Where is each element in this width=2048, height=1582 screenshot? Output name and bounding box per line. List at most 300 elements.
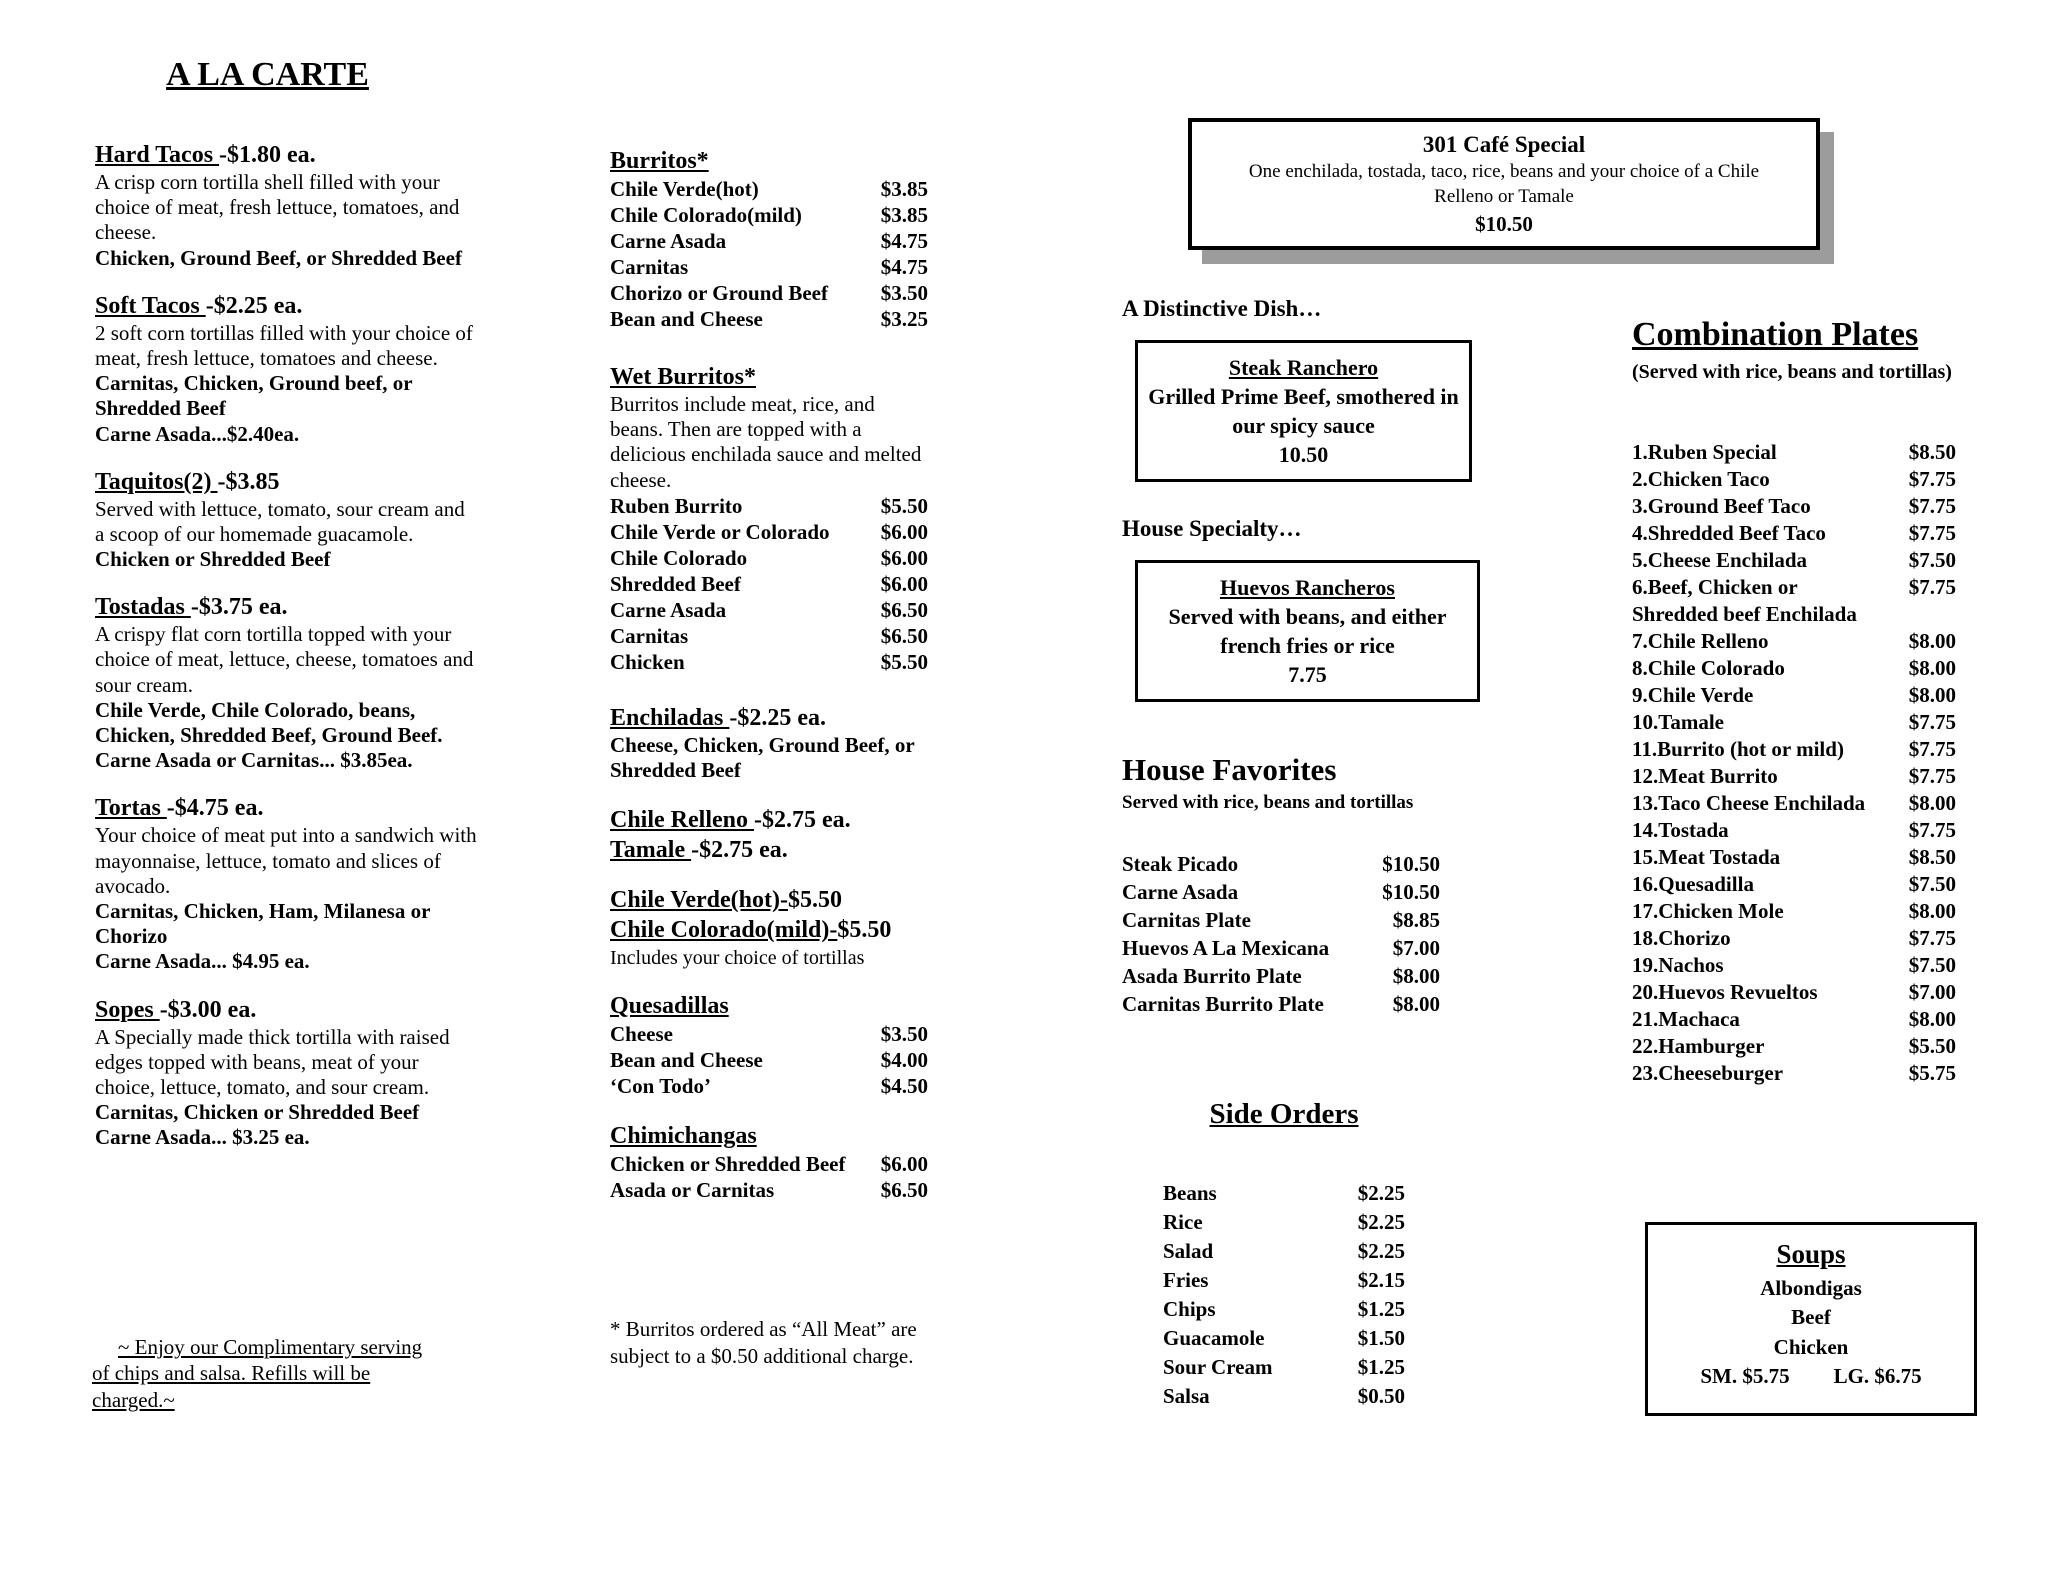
- steak-ranchero-description: Grilled Prime Beef, smothered in our spicy sauce: [1148, 384, 1459, 439]
- item-price: $2.15: [1357, 1268, 1405, 1292]
- quesadillas-section: [610, 991, 928, 1099]
- house-favorites-section: [1122, 752, 1440, 1018]
- chile-colorado-heading: [610, 915, 928, 945]
- menu-item-row: [1122, 934, 1440, 962]
- item-price: $1.50: [1357, 1326, 1405, 1350]
- item-price: $3.50: [880, 281, 928, 305]
- section-description: 2 soft corn tortillas filled with your choice of meat, fresh lettuce, tomatoes and cheese.: [95, 320, 473, 370]
- item-price: $8.00: [1908, 656, 1956, 680]
- item-name: Carnitas: [610, 255, 689, 279]
- item-name: Chile Colorado(mild): [610, 203, 802, 227]
- menu-item-row: [1632, 871, 1956, 898]
- menu-item-row: [1163, 1324, 1405, 1353]
- menu-item-row: [1632, 547, 1956, 574]
- item-price: $2.25: [1357, 1210, 1405, 1234]
- chimichangas-title: Chimichangas: [610, 1123, 757, 1150]
- item-price: $6.00: [880, 1152, 928, 1177]
- item-price: $6.00: [880, 519, 928, 544]
- tamale-heading: [610, 835, 928, 865]
- section-price: -$4.75 ea.: [166, 795, 264, 822]
- quesadillas-items: [610, 1021, 928, 1099]
- section-heading: [95, 140, 477, 170]
- menu-item-row: [610, 228, 928, 254]
- item-name: Carnitas Plate: [1122, 908, 1251, 932]
- item-name: Ruben Burrito: [610, 493, 743, 518]
- burritos-section: [610, 146, 928, 332]
- item-name: Beans: [1163, 1181, 1217, 1205]
- item-name: 23.Cheeseburger: [1632, 1061, 1784, 1085]
- menu-item-row: [610, 254, 928, 280]
- item-price: $7.75: [1908, 737, 1956, 761]
- section-options: Chicken or Shredded Beef: [95, 547, 331, 572]
- menu-item-row: [610, 1073, 928, 1099]
- item-name: Bean and Cheese: [610, 307, 763, 331]
- chips-salsa-footnote: ~ Enjoy our Complimentary serving of chips and salsa. Refills will be charged.~: [92, 1335, 423, 1412]
- section-description: A Specially made thick tortilla with raised edges topped with beans, meat of your choice, lettuce, tomato, and sour cream.: [95, 1024, 450, 1099]
- menu-section: [95, 140, 477, 271]
- item-name: 22.Hamburger: [1632, 1034, 1765, 1058]
- section-options: Chile Verde, Chile Colorado, beans, Chicken, Shredded Beef, Ground Beef.: [95, 697, 443, 747]
- item-price: $5.50: [1908, 1034, 1956, 1058]
- cafe-special-box: [1188, 118, 1820, 250]
- item-name: Steak Picado: [1122, 852, 1239, 876]
- item-price: $7.75: [1908, 521, 1956, 545]
- steak-ranchero-title: Steak Ranchero: [1228, 355, 1379, 380]
- item-name: Chile Verde(hot): [610, 177, 759, 201]
- chimichangas-items: [610, 1151, 928, 1203]
- item-name: Sour Cream: [1163, 1355, 1273, 1379]
- combo-item: [1632, 1006, 1956, 1033]
- cafe-special-price: $10.50: [1475, 211, 1533, 236]
- wet-burritos-heading: [610, 362, 928, 392]
- cafe-special-title: 301 Café Special: [1422, 132, 1586, 157]
- section-name: Tortas: [95, 795, 167, 822]
- section-extra: Carne Asada... $3.25 ea.: [95, 1125, 310, 1150]
- menu-item-row: [1632, 736, 1956, 763]
- item-name: ‘Con Todo’: [610, 1074, 711, 1099]
- combo-item: [1632, 952, 1956, 979]
- item-name: Bean and Cheese: [610, 1048, 763, 1073]
- combo-item: [1632, 736, 1956, 763]
- item-price: $7.75: [1908, 467, 1956, 491]
- item-price: $7.75: [1908, 818, 1956, 842]
- menu-item-row: [610, 493, 928, 519]
- item-price: $5.75: [1908, 1061, 1956, 1085]
- huevos-rancheros-title: Huevos Rancheros: [1220, 575, 1395, 600]
- menu-item-row: [610, 176, 928, 202]
- combo-item: [1632, 655, 1956, 682]
- menu-item-row: [1632, 1060, 1956, 1087]
- soups-varieties: [1648, 1274, 1974, 1362]
- section-name: Soft Tacos: [95, 292, 206, 319]
- combo-item: [1632, 763, 1956, 790]
- item-name: Guacamole: [1163, 1326, 1265, 1350]
- menu-item-row: [1163, 1237, 1405, 1266]
- menu-item-row: [610, 545, 928, 571]
- item-name: Salsa: [1163, 1384, 1210, 1408]
- chile-relleno-heading: [610, 805, 928, 835]
- item-price: $1.25: [1357, 1297, 1405, 1321]
- section-options: Carnitas, Chicken or Shredded Beef: [95, 1100, 420, 1125]
- chimichangas-section: [610, 1121, 928, 1203]
- item-price: $6.50: [880, 623, 928, 648]
- section-heading: [95, 467, 477, 497]
- combo-item: [1632, 817, 1956, 844]
- chile-verde-price: $5.50: [787, 887, 842, 914]
- combo-item: [1632, 493, 1956, 520]
- menu-item-row: [610, 1021, 928, 1047]
- a-la-carte-title: A LA CARTE: [166, 56, 369, 93]
- wet-burritos-description: Burritos include meat, rice, and beans. Then are topped with a delicious enchilada sauce and melted cheese.: [610, 392, 922, 492]
- enchiladas-heading: [610, 703, 928, 733]
- item-name: Fries: [1163, 1268, 1209, 1292]
- menu-item-row: [1632, 709, 1956, 736]
- item-price: $8.00: [1908, 791, 1956, 815]
- section-options: Chicken, Ground Beef, or Shredded Beef: [95, 245, 462, 270]
- item-name: 10.Tamale: [1632, 710, 1724, 734]
- combo-item: [1632, 466, 1956, 493]
- menu-section: [95, 995, 477, 1151]
- house-favorites-subtitle: Served with rice, beans and tortillas: [1122, 792, 1414, 813]
- item-price: $7.50: [1908, 872, 1956, 896]
- menu-item-row: [1122, 850, 1440, 878]
- burritos-heading: [610, 146, 928, 176]
- relleno-tamale-section: [610, 805, 928, 865]
- menu-section: [95, 467, 477, 573]
- menu-item-row: [1632, 1006, 1956, 1033]
- item-price: $7.75: [1908, 926, 1956, 950]
- item-name: 2.Chicken Taco: [1632, 467, 1770, 491]
- item-name: 9.Chile Verde: [1632, 683, 1754, 707]
- section-extra: Carne Asada...$2.40ea.: [95, 421, 300, 446]
- wet-burritos-section: [610, 362, 928, 675]
- item-name: Chile Colorado: [610, 545, 748, 570]
- item-price: $4.00: [880, 1048, 928, 1073]
- section-heading: [95, 995, 477, 1025]
- item-name: 21.Machaca: [1632, 1007, 1740, 1031]
- section-name: Tostadas: [95, 594, 191, 621]
- item-name: Rice: [1163, 1210, 1203, 1234]
- menu-item-row: [1163, 1353, 1405, 1382]
- item-name: Salad: [1163, 1239, 1214, 1263]
- item-price: $4.75: [880, 229, 928, 253]
- menu-section: [95, 592, 477, 773]
- item-name: 16.Quesadilla: [1632, 872, 1754, 896]
- item-price: $8.85: [1392, 908, 1440, 932]
- item-price: $7.00: [1392, 936, 1440, 960]
- menu-item-row: [1632, 844, 1956, 871]
- menu-item-row: [610, 1151, 928, 1177]
- chile-verde-heading: [610, 885, 928, 915]
- section-extra: Carne Asada or Carnitas... $3.85ea.: [95, 748, 413, 773]
- item-name: 4.Shredded Beef Taco: [1632, 521, 1826, 545]
- item-name: Carne Asada: [1122, 880, 1239, 904]
- section-price: -$3.75 ea.: [190, 594, 288, 621]
- cafe-special-description: One enchilada, tostada, taco, rice, beans and your choice of a Chile Relleno or Tamale: [1248, 161, 1760, 208]
- menu-item-row: [1632, 1033, 1956, 1060]
- section-description: Served with lettuce, tomato, sour cream and a scoop of our homemade guacamole.: [95, 496, 465, 546]
- combo-item: [1632, 1060, 1956, 1087]
- section-name: Hard Tacos: [95, 142, 220, 168]
- huevos-rancheros-description: Served with beans, and either french fries or rice: [1168, 604, 1447, 659]
- item-name: Chicken or Shredded Beef: [610, 1152, 846, 1177]
- section-options: Carnitas, Chicken, Ham, Milanesa or Chorizo: [95, 898, 431, 949]
- item-name: Chicken: [610, 649, 685, 674]
- item-name: Carne Asada: [610, 229, 727, 253]
- menu-item-row: [1632, 817, 1956, 844]
- burritos-title: Burritos*: [610, 148, 709, 174]
- combo-item: [1632, 547, 1956, 574]
- section-price: -$3.00 ea.: [159, 996, 257, 1023]
- item-name: 17.Chicken Mole: [1632, 899, 1784, 923]
- section-price: -$1.80 ea.: [219, 142, 316, 168]
- section-heading: [95, 592, 477, 622]
- item-name: 7.Chile Relleno: [1632, 629, 1769, 653]
- enchiladas-name: Enchiladas: [610, 704, 730, 731]
- section-name: Taquitos(2): [95, 468, 218, 495]
- steak-ranchero-box: [1135, 340, 1472, 482]
- tortilla-note: Includes your choice of tortillas: [610, 947, 865, 970]
- item-price: $2.25: [1357, 1181, 1405, 1205]
- combination-plates-section: [1632, 316, 1956, 1087]
- item-price: $3.85: [880, 203, 928, 227]
- item-name: Chorizo or Ground Beef: [610, 281, 828, 305]
- item-price: $8.00: [1908, 683, 1956, 707]
- item-price: $7.50: [1908, 548, 1956, 572]
- item-price: $8.50: [1908, 440, 1956, 464]
- item-name: 5.Cheese Enchilada: [1632, 548, 1808, 572]
- menu-item-row: [610, 571, 928, 597]
- house-favorites-items: [1122, 850, 1440, 1018]
- item-name: 8.Chile Colorado: [1632, 656, 1785, 680]
- soups-title: Soups: [1776, 1239, 1846, 1269]
- item-name: Asada Burrito Plate: [1122, 964, 1302, 988]
- menu-item-row: [1632, 493, 1956, 520]
- combination-plates-title: Combination Plates: [1632, 316, 1919, 353]
- quesadillas-title: Quesadillas: [610, 993, 729, 1020]
- soups-large-price: LG. $6.75: [1833, 1364, 1922, 1389]
- chile-colorado-name: Chile Colorado(mild)-: [610, 917, 838, 944]
- chile-relleno-name: Chile Relleno: [610, 807, 754, 834]
- wet-burritos-title: Wet Burritos*: [610, 364, 756, 390]
- item-price: $3.50: [880, 1022, 928, 1047]
- item-name: 20.Huevos Revueltos: [1632, 980, 1818, 1004]
- menu-item-row: [1163, 1179, 1405, 1208]
- chile-colorado-price: $5.50: [837, 917, 892, 944]
- chimichangas-heading: [610, 1121, 928, 1151]
- menu-item-row: [1122, 962, 1440, 990]
- combo-item: [1632, 520, 1956, 547]
- quesadillas-heading: [610, 991, 928, 1021]
- steak-ranchero-price: 10.50: [1278, 442, 1329, 468]
- item-price: $8.00: [1908, 1007, 1956, 1031]
- item-name: Asada or Carnitas: [610, 1178, 775, 1203]
- section-description: A crisp corn tortilla shell filled with your choice of meat, fresh lettuce, tomatoes, and cheese.: [95, 170, 460, 245]
- chile-relleno-price: -$2.75 ea.: [754, 807, 851, 834]
- side-orders-title: Side Orders: [1209, 1098, 1359, 1130]
- item-price: $3.25: [880, 307, 928, 331]
- item-price: $10.50: [1382, 852, 1440, 876]
- menu-item-row: [610, 280, 928, 306]
- menu-item-row: [1122, 906, 1440, 934]
- combo-item: [1632, 844, 1956, 871]
- all-meat-footnote: * Burritos ordered as “All Meat” are subject to a $0.50 additional charge.: [610, 1317, 917, 1369]
- combination-plates-subtitle: (Served with rice, beans and tortillas): [1632, 361, 1952, 383]
- item-name: 19.Nachos: [1632, 953, 1724, 977]
- soups-small-price: SM. $5.75: [1700, 1364, 1790, 1389]
- house-specialty-label: House Specialty…: [1122, 516, 1302, 541]
- soup-variety: Beef: [1791, 1305, 1831, 1330]
- distinctive-dish-label: A Distinctive Dish…: [1122, 296, 1322, 321]
- soup-variety: Albondigas: [1760, 1276, 1862, 1300]
- item-price: $6.00: [880, 571, 928, 596]
- menu-item-row: [1163, 1208, 1405, 1237]
- chile-verde-colorado-section: [610, 885, 928, 971]
- item-name: 1.Ruben Special: [1632, 440, 1777, 464]
- menu-item-row: [1632, 628, 1956, 655]
- item-name: Cheese: [610, 1022, 673, 1047]
- item-name: 13.Taco Cheese Enchilada: [1632, 791, 1866, 815]
- item-name: Huevos A La Mexicana: [1122, 936, 1330, 960]
- item-price: $6.50: [880, 597, 928, 622]
- side-orders-section: [1163, 1098, 1405, 1411]
- item-name: Chile Verde or Colorado: [610, 519, 830, 544]
- item-price: $7.75: [1908, 575, 1956, 599]
- combo-item: [1632, 925, 1956, 952]
- menu-item-row: [1163, 1266, 1405, 1295]
- combo-item: [1632, 790, 1956, 817]
- menu-item-row: [1632, 682, 1956, 709]
- menu-item-row: [1632, 574, 1956, 601]
- section-name: Sopes: [95, 996, 160, 1023]
- item-name: Shredded Beef: [610, 571, 741, 596]
- item-name: 3.Ground Beef Taco: [1632, 494, 1811, 518]
- tamale-name: Tamale: [610, 837, 692, 864]
- huevos-rancheros-box: [1135, 560, 1480, 702]
- menu-item-row: [610, 623, 928, 649]
- section-heading: [95, 793, 477, 823]
- menu-item-row: [1632, 763, 1956, 790]
- enchiladas-options: Cheese, Chicken, Ground Beef, or Shredded Beef: [610, 732, 915, 782]
- house-favorites-title: House Favorites: [1122, 752, 1337, 787]
- soups-box: [1645, 1222, 1977, 1416]
- section-price: -$2.25 ea.: [205, 292, 303, 319]
- combo-item: [1632, 709, 1956, 736]
- item-price: $8.00: [1908, 629, 1956, 653]
- item-price: $4.50: [880, 1074, 928, 1099]
- item-price: $8.00: [1392, 964, 1440, 988]
- menu-item-row: [610, 202, 928, 228]
- combo-item: [1632, 628, 1956, 655]
- item-price: $0.50: [1357, 1384, 1405, 1408]
- item-name: 15.Meat Tostada: [1632, 845, 1781, 869]
- item-price: $10.50: [1382, 880, 1440, 904]
- item-price: $7.75: [1908, 494, 1956, 518]
- item-price: $7.75: [1908, 764, 1956, 788]
- section-heading: [95, 291, 477, 321]
- item-price: $7.00: [1908, 980, 1956, 1004]
- combo-item: [1632, 979, 1956, 1006]
- item-name: Carnitas: [610, 623, 689, 648]
- menu-section: [95, 291, 477, 447]
- item-price: $2.25: [1357, 1239, 1405, 1263]
- item-price: $7.75: [1908, 710, 1956, 734]
- item-name: 12.Meat Burrito: [1632, 764, 1778, 788]
- combo-item: [1632, 1033, 1956, 1060]
- menu-item-row: [1632, 466, 1956, 493]
- item-name: 6.Beef, Chicken or: [1632, 575, 1798, 599]
- combo-item: [1632, 871, 1956, 898]
- menu-item-row: [1122, 878, 1440, 906]
- menu-item-row: [1632, 952, 1956, 979]
- item-price: $5.50: [880, 493, 928, 518]
- item-price: $8.00: [1392, 992, 1440, 1016]
- menu-section: [95, 793, 477, 974]
- menu-item-row: [610, 649, 928, 675]
- tamale-price: -$2.75 ea.: [691, 837, 788, 864]
- menu-item-row: [1632, 979, 1956, 1006]
- item-name-line2: Shredded beef Enchilada: [1632, 602, 1857, 626]
- column-burritos: [610, 146, 928, 1231]
- item-name: 11.Burrito (hot or mild): [1632, 737, 1844, 761]
- combo-item: [1632, 439, 1956, 466]
- chile-verde-name: Chile Verde(hot)-: [610, 887, 788, 914]
- item-price: $7.50: [1908, 953, 1956, 977]
- item-name: 14.Tostada: [1632, 818, 1729, 842]
- item-name: 18.Chorizo: [1632, 926, 1731, 950]
- section-extra: Carne Asada... $4.95 ea.: [95, 949, 310, 974]
- item-price: $3.85: [880, 177, 928, 201]
- menu-item-row: [610, 1177, 928, 1203]
- item-price: $4.75: [880, 255, 928, 279]
- menu-item-row: [610, 1047, 928, 1073]
- combo-item: [1632, 574, 1956, 628]
- menu-item-row: [610, 519, 928, 545]
- enchiladas-price: -$2.25 ea.: [729, 704, 827, 731]
- section-options: Carnitas, Chicken, Ground beef, or Shredded Beef: [95, 371, 413, 421]
- item-price: $1.25: [1357, 1355, 1405, 1379]
- item-price: $8.50: [1908, 845, 1956, 869]
- menu-item-row: [1122, 990, 1440, 1018]
- combo-item: [1632, 898, 1956, 925]
- combination-plates-items: [1632, 439, 1956, 1087]
- menu-item-row: [1632, 898, 1956, 925]
- menu-item-row: [1163, 1295, 1405, 1324]
- combo-item: [1632, 682, 1956, 709]
- item-price: $6.00: [880, 545, 928, 570]
- wet-burritos-items: [610, 493, 928, 675]
- column-a-la-carte: [95, 56, 477, 1170]
- section-description: Your choice of meat put into a sandwich with mayonnaise, lettuce, tomato and slices of avocado.: [95, 823, 477, 898]
- menu-item-row: [1632, 655, 1956, 682]
- item-price: $5.50: [880, 649, 928, 674]
- menu-item-row: [1632, 790, 1956, 817]
- menu-item-row: [1632, 439, 1956, 466]
- huevos-rancheros-price: 7.75: [1288, 662, 1327, 688]
- soups-sizes: [1648, 1364, 1974, 1389]
- item-name: Carnitas Burrito Plate: [1122, 992, 1324, 1016]
- menu-item-row: [610, 597, 928, 623]
- section-price: -$3.85: [217, 468, 280, 495]
- menu-item-row: [1163, 1382, 1405, 1411]
- burritos-items: [610, 176, 928, 332]
- soup-variety: Chicken: [1773, 1334, 1849, 1359]
- menu-item-row: [1632, 520, 1956, 547]
- menu-item-row: [1632, 925, 1956, 952]
- item-price: $6.50: [880, 1178, 928, 1203]
- a-la-carte-sections: [95, 140, 477, 1150]
- section-description: A crispy flat corn tortilla topped with your choice of meat, lettuce, cheese, tomatoes and sour cream.: [95, 622, 474, 697]
